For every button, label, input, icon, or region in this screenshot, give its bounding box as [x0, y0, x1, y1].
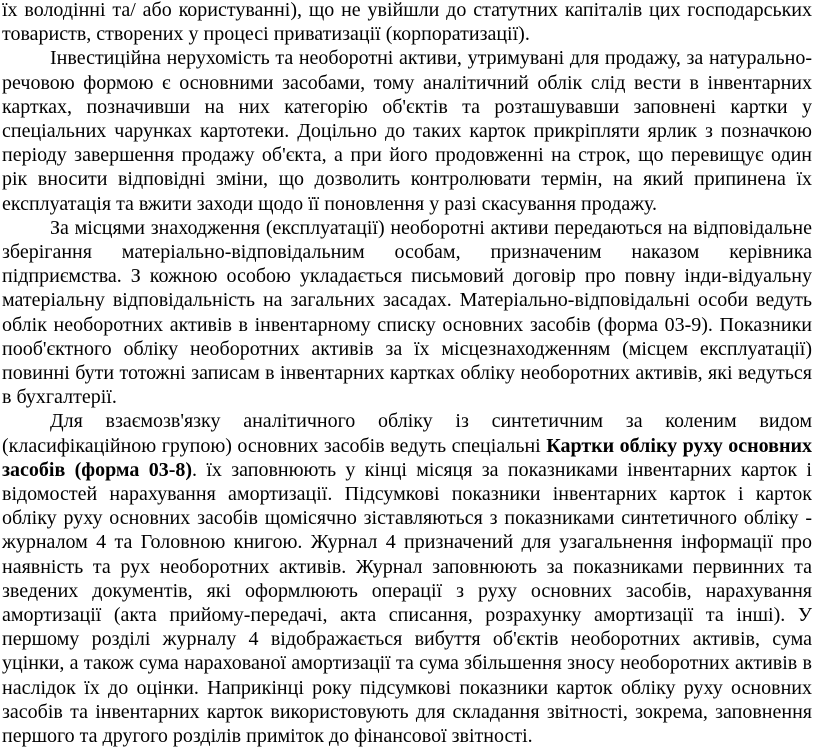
bold-term-movement-cards: Картки обліку руху основних засобів (форма 03-8) — [2, 434, 812, 481]
paragraph-synthetic-accounting — [2, 409, 812, 748]
paragraph-text-before: Для взаємозв'язку аналітичного обліку із синтетичним за коленим видом (класифікаційною групою) основних засобів ведуть спеціальні — [2, 410, 812, 457]
paragraph-continuation: їх володінні та/ або користуванні), що не увійшли до статутних капіталів цих господарських товариств, створених у процесі приватизації (корпоратизації). — [2, 0, 812, 46]
paragraph-investment-property: Інвестиційна нерухомість та необоротні активи, утримувані для продажу, за натурально-речовою формою є основними засобами, тому аналітичний облік слід вести в інвентарних картках, позначивши на них категорію об'єктів та розташувавши заповнені картки у спеціальних чарунках картотеки. Доцільно до таких карток прикріпляти ярлик з позначкою періоду завершення продажу об'єкта, а при його продовженні на строк, що перевищує один рік вносити відповідні зміни, що дозволить контролювати термін, на який припинена їх експлуатація та вжити заходи щодо її поновлення у разі скасування продажу. — [2, 47, 812, 215]
paragraph-text-after: . їх заповнюють у кінці місяця за показниками інвентарних карток і відомостей нарахування амортизації. Підсумкові показники інвентарних карток і карток обліку руху основних засобів щомісячно зіставляються з показниками синтетичного обліку - журналом 4 та Головною книгою. Журнал 4 призначений для узагальнення інформації про наявність та рух необоротних активів. Журнал заповнюють за показниками первинних та зведених документів, які оформлюють операції з руху основних засобів, нарахування амортизації (акта прийому-передачі, акта списання, розрахунку амортизації та інші). У першому розділі журналу 4 відображається вибуття об'єктів необоротних активів, сума уцінки, а також сума нарахованої амортизації та сума збільшення зносу необоротних активів в наслідок їх до оцінки. Наприкінці року підсумкові показники карток обліку руху основних засобів та інвентарних карток використовують для складання звітності, зокрема, заповнення першого та другого розділів приміток до фінансової звітності. — [2, 458, 812, 748]
paragraph-responsible-persons: За місцями знаходження (експлуатації) необоротні активи передаються на відповідальне зберігання матеріально-відповідальним особам, призначеним наказом керівника підприємства. З кожною особою укладається письмовий договір про повну інди-відуальну матеріальну відповідальність на загальних засадах. Матеріально-відповідальні особи ведуть облік необоротних активів в інвентарному списку основних засобів (форма 03-9). Показники пооб'єктного обліку необоротних активів за їх місцезнаходженням (місцем експлуатації) повинні бути тотожні записам в інвентарних картках обліку необоротних активів, які ведуться в бухгалтерії. — [2, 216, 812, 409]
